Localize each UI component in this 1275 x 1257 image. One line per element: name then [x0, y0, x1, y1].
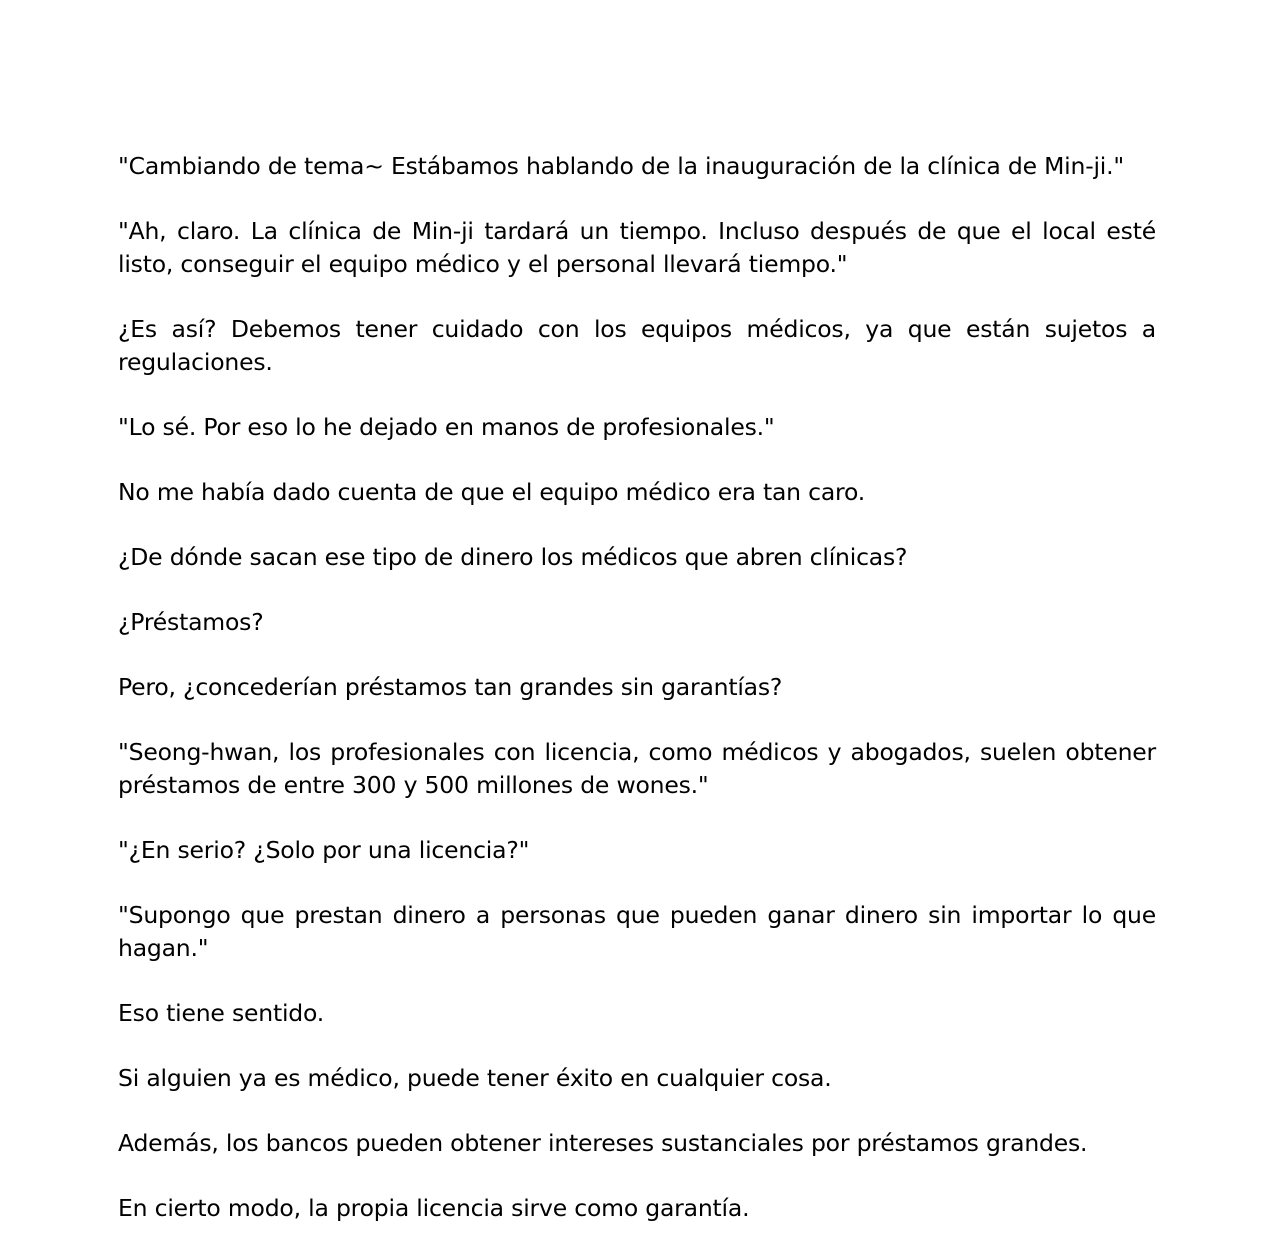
paragraph: Si alguien ya es médico, puede tener éxito en cualquier cosa.: [118, 1064, 832, 1092]
paragraph: "Seong-hwan, los profesionales con licencia, como médicos y abogados, suelen obtener préstamos de entre 300 y 500 millones de wones.": [118, 738, 1156, 799]
paragraph: Eso tiene sentido.: [118, 999, 325, 1027]
paragraph: "¿En serio? ¿Solo por una licencia?": [118, 836, 530, 864]
document-page: [118, 150, 1156, 1257]
paragraph: Pero, ¿concederían préstamos tan grandes sin garantías?: [118, 673, 783, 701]
paragraph: "Ah, claro. La clínica de Min-ji tardará un tiempo. Incluso después de que el local esté listo, conseguir el equipo médico y el personal llevará tiempo.": [118, 217, 1156, 278]
paragraph: "Supongo que prestan dinero a personas que pueden ganar dinero sin importar lo que hagan.": [118, 901, 1156, 962]
paragraph: En cierto modo, la propia licencia sirve como garantía.: [118, 1194, 750, 1222]
paragraph: No me había dado cuenta de que el equipo médico era tan caro.: [118, 478, 866, 506]
paragraph: ¿Es así? Debemos tener cuidado con los equipos médicos, ya que están sujetos a regulaciones.: [118, 315, 1156, 376]
paragraph: "Lo sé. Por eso lo he dejado en manos de profesionales.": [118, 413, 775, 441]
paragraph: Además, los bancos pueden obtener intereses sustanciales por préstamos grandes.: [118, 1129, 1088, 1157]
paragraph: ¿Préstamos?: [118, 608, 264, 636]
paragraph: "Cambiando de tema~ Estábamos hablando de la inauguración de la clínica de Min-ji.": [118, 152, 1125, 180]
paragraph: ¿De dónde sacan ese tipo de dinero los médicos que abren clínicas?: [118, 543, 908, 571]
